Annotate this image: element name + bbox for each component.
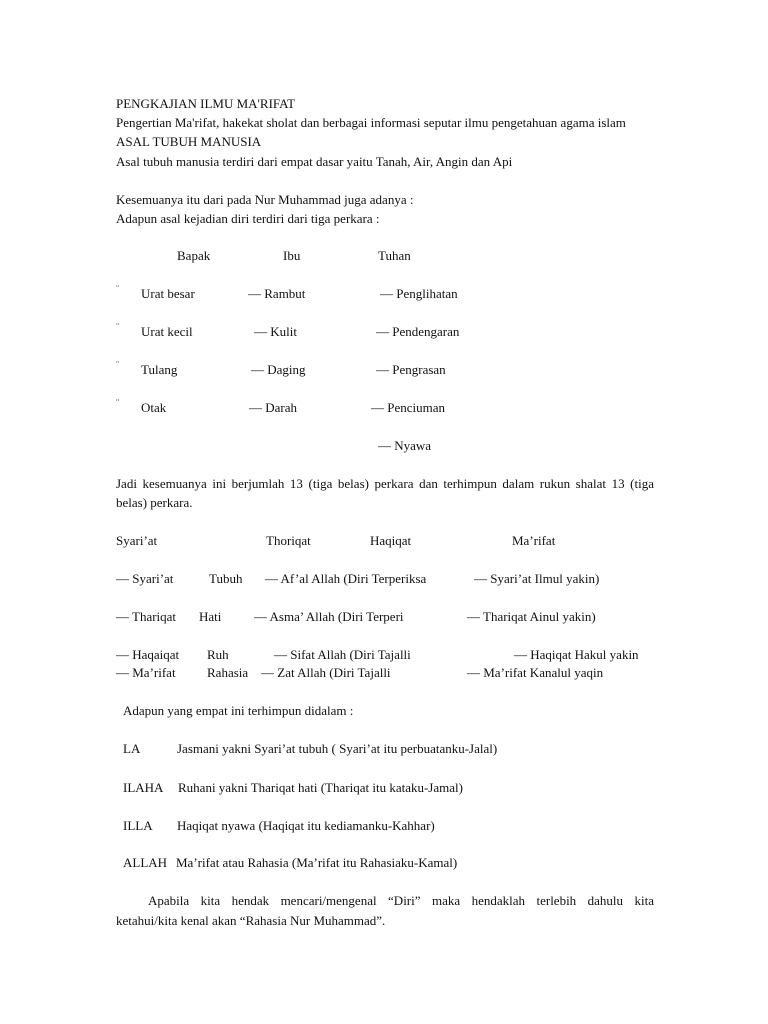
word-term: LA: [123, 741, 141, 756]
word-desc: Jasmani yakni Syari’at tubuh ( Syari’at itu perbuatanku-Jalal): [177, 741, 498, 756]
origin-header-tuhan: Tuhan: [378, 248, 411, 263]
origin-bapak-cell: Urat besar: [141, 286, 195, 301]
stage-header-thoriqat: Thoriqat: [266, 533, 311, 548]
stage-name-cell: — Haqaiqat: [116, 647, 180, 662]
words-intro: Adapun yang empat ini terhimpun didalam :: [123, 703, 354, 718]
closing-line-2: ketahui/kita kenal akan “Rahasia Nur Muhammad”.: [116, 913, 386, 928]
summary-line-1: Jadi kesemuanya ini berjumlah 13 (tiga belas) perkara dan terhimpun dalam rukun shalat 13 (tiga: [116, 476, 654, 491]
paragraph-3: Adapun asal kejadian diri terdiri dari tiga perkara :: [116, 211, 380, 226]
stage-attr-cell: — Zat Allah (Diri Tajalli: [261, 665, 391, 680]
stage-part-cell: Tubuh: [209, 571, 243, 586]
origin-tuhan-cell: — Penglihatan: [380, 286, 458, 301]
word-desc: Ruhani yakni Thariqat hati (Thariqat itu kataku-Jamal): [178, 780, 463, 795]
stage-header-marifat: Ma’rifat: [512, 533, 556, 548]
origin-tuhan-cell: — Penciuman: [371, 400, 446, 415]
word-desc: Haqiqat nyawa (Haqiqat itu kediamanku-Kahhar): [177, 818, 435, 833]
bullet-icon: ¨: [116, 398, 120, 409]
origin-ibu-cell: — Darah: [249, 400, 298, 415]
stage-part-cell: Rahasia: [207, 665, 249, 680]
stage-name-cell: — Thariqat: [116, 609, 177, 624]
stage-name-cell: — Ma’rifat: [116, 665, 176, 680]
closing-line-1: Apabila kita hendak mencari/mengenal “Diri” maka hendaklah terlebih dahulu kita: [148, 893, 654, 908]
origin-header-bapak: Bapak: [177, 248, 211, 263]
summary-line-2: belas) perkara.: [116, 495, 193, 510]
origin-tuhan-cell: — Pengrasan: [376, 362, 446, 377]
word-term: ALLAH: [123, 855, 168, 870]
stage-result-cell: — Thariqat Ainul yakin): [467, 609, 596, 624]
stage-attr-cell: — Asma’ Allah (Diri Terperi: [254, 609, 404, 624]
stage-result-cell: — Syari’at Ilmul yakin): [474, 571, 600, 586]
bullet-icon: ¨: [116, 284, 120, 295]
document-title: PENGKAJIAN ILMU MA'RIFAT: [116, 96, 296, 111]
origin-bapak-cell: Urat kecil: [141, 324, 193, 339]
stage-result-cell: — Haqiqat Hakul yakin: [514, 647, 639, 662]
stage-name-cell: — Syari’at: [116, 571, 174, 586]
bullet-icon: ¨: [116, 360, 120, 371]
origin-tuhan-cell: — Pendengaran: [376, 324, 460, 339]
origin-ibu-cell: — Daging: [251, 362, 306, 377]
intro-text: Pengertian Ma'rifat, hakekat sholat dan berbagai informasi seputar ilmu pengetahuan agama islam: [116, 115, 626, 130]
word-term: ILAHA: [123, 780, 164, 795]
paragraph-1: Asal tubuh manusia terdiri dari empat dasar yaitu Tanah, Air, Angin dan Api: [116, 154, 513, 169]
paragraph-2: Kesemuanya itu dari pada Nur Muhammad juga adanya :: [116, 192, 414, 207]
stage-header-haqiqat: Haqiqat: [370, 533, 412, 548]
origin-bapak-cell: Tulang: [141, 362, 178, 377]
word-desc: Ma’rifat atau Rahasia (Ma’rifat itu Rahasiaku-Kamal): [176, 855, 458, 870]
stage-part-cell: Hati: [199, 609, 222, 624]
stage-part-cell: Ruh: [207, 647, 229, 662]
word-term: ILLA: [123, 818, 153, 833]
origin-bapak-cell: Otak: [141, 400, 167, 415]
stage-result-cell: — Ma’rifat Kanalul yaqin: [467, 665, 604, 680]
origin-extra-cell: — Nyawa: [378, 438, 432, 453]
stage-attr-cell: — Af’al Allah (Diri Terperiksa: [265, 571, 427, 586]
bullet-icon: ¨: [116, 322, 120, 333]
origin-header-ibu: Ibu: [283, 248, 301, 263]
stage-attr-cell: — Sifat Allah (Diri Tajalli: [274, 647, 411, 662]
stage-header-syariat: Syari’at: [116, 533, 158, 548]
section-heading: ASAL TUBUH MANUSIA: [116, 134, 262, 149]
origin-ibu-cell: — Kulit: [254, 324, 297, 339]
origin-ibu-cell: — Rambut: [248, 286, 306, 301]
